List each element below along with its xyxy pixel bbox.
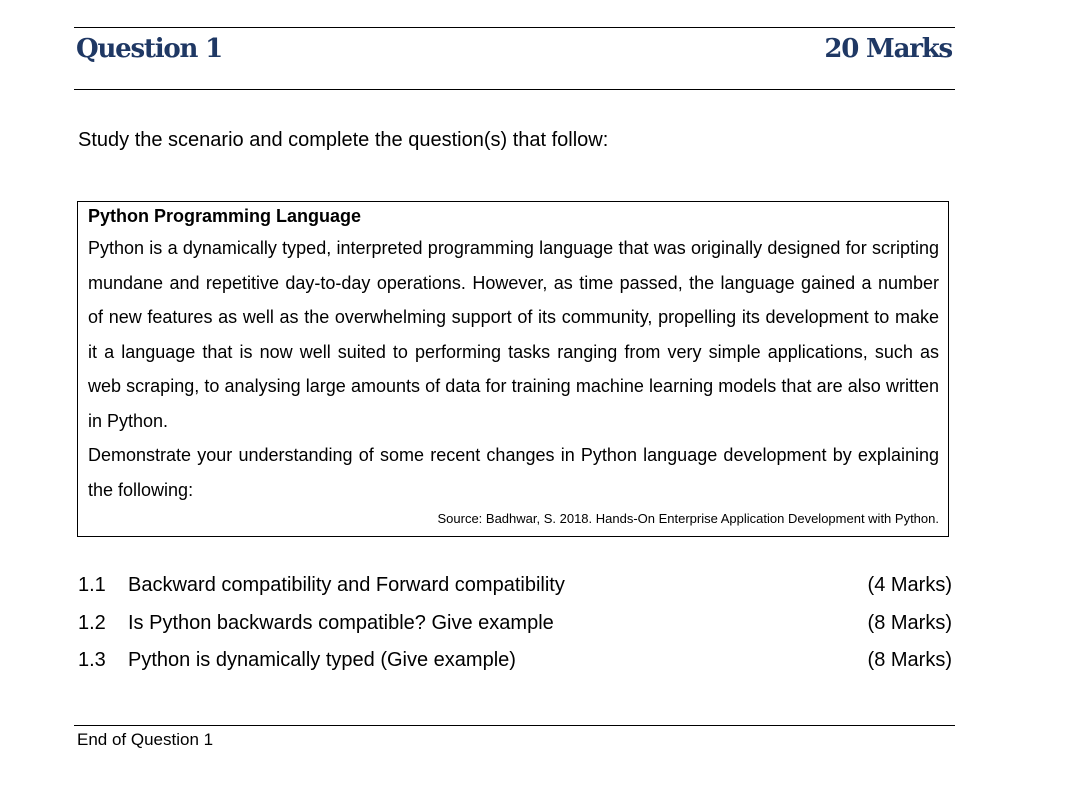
question-text: Backward compatibility and Forward compatibility bbox=[128, 574, 565, 596]
footer-rule bbox=[74, 725, 955, 726]
question-text: Python is dynamically typed (Give example) bbox=[128, 649, 516, 671]
question-number: 1.2 bbox=[78, 611, 106, 634]
question-number: 1.1 bbox=[78, 574, 106, 596]
scenario-box bbox=[77, 201, 949, 537]
question-text: Is Python backwards compatible? Give example bbox=[128, 611, 554, 634]
scenario-source: Source: Badhwar, S. 2018. Hands-On Enterprise Application Development with Python. bbox=[437, 511, 939, 526]
question-header bbox=[76, 34, 952, 64]
question-marks: (8 Marks) bbox=[867, 649, 952, 671]
question-item bbox=[78, 649, 952, 687]
intro-text: Study the scenario and complete the question(s) that follow: bbox=[78, 129, 609, 151]
header-bottom-rule bbox=[74, 89, 955, 90]
scenario-title: Python Programming Language bbox=[88, 206, 362, 226]
question-list bbox=[78, 574, 952, 687]
scenario-body: Python is a dynamically typed, interpreted programming language that was originally designed for scripting mundane and repetitive day-to-day operations. However, as time passed, the language gained a number of new features as well as the overwhelming support of its community, propelling its development to make it a language that is now well suited to performing tasks ranging from very simple applications, such as web scraping, to analysing large amounts of data for training machine learning models that are also written in Python. bbox=[88, 238, 939, 431]
question-marks: (8 Marks) bbox=[867, 611, 952, 634]
question-number: 1.3 bbox=[78, 649, 106, 671]
top-rule bbox=[74, 27, 955, 28]
scenario-prompt: Demonstrate your understanding of some recent changes in Python language development by explaining the following: bbox=[88, 445, 939, 500]
question-title: Question 1 bbox=[76, 34, 223, 64]
end-of-question-text: End of Question 1 bbox=[77, 730, 214, 749]
total-marks: 20 Marks bbox=[824, 34, 952, 64]
question-item bbox=[78, 612, 952, 650]
question-marks: (4 Marks) bbox=[867, 574, 952, 596]
question-item bbox=[78, 574, 952, 612]
